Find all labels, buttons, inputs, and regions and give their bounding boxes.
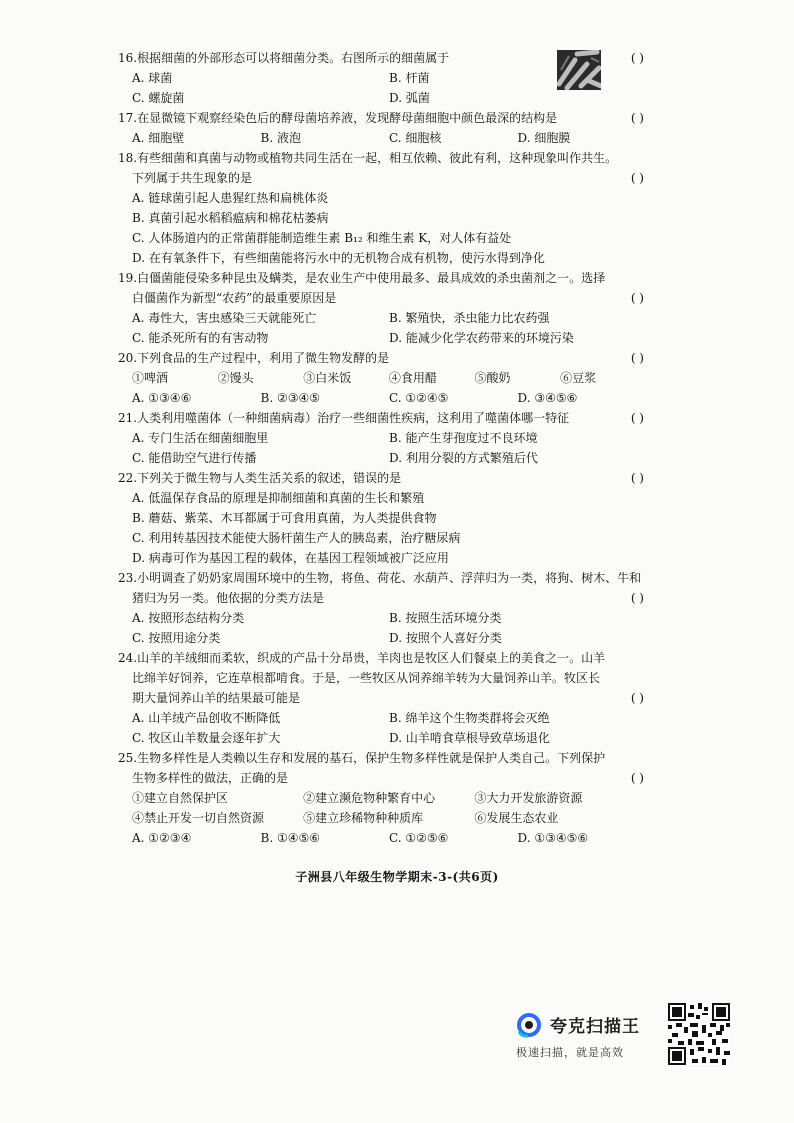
option-b: B. 真菌引起水稻稻瘟病和棉花枯萎病 — [132, 211, 329, 225]
question-text: 在显微镜下观察经染色后的酵母菌培养液，发现酵母菌细胞中颜色最深的结构是 — [137, 111, 558, 125]
option-b: B. 杆菌 — [389, 71, 430, 85]
option-a: A. 低温保存食品的原理是抑制细菌和真菌的生长和繁殖 — [132, 491, 425, 505]
question-number: 21. — [118, 411, 138, 425]
option-c: C. 细胞核 — [389, 131, 442, 145]
answer-bracket: ( ) — [630, 411, 644, 425]
option-d: D. 细胞膜 — [517, 131, 571, 145]
watermark-title: 夸克扫描王 — [550, 1017, 640, 1037]
question-stem — [118, 288, 646, 308]
option-b: B. 蘑菇、紫菜、木耳都属于可食用真菌，为人类提供食物 — [132, 511, 437, 525]
page-footer: 子洲县八年级生物学期末-3-(共6页) — [295, 870, 499, 884]
option-c: C. 利用转基因技术能使大肠杆菌生产人的胰岛素，治疗糖尿病 — [132, 531, 461, 545]
option-list — [118, 608, 646, 648]
question-text: 下列属于共生现象的是 — [132, 171, 253, 185]
question-list — [118, 48, 646, 848]
question-stem — [118, 748, 646, 768]
option-a: A. 山羊绒产品创收不断降低 — [132, 711, 281, 725]
question-text: 人类利用噬菌体（一种细菌病毒）治疗一些细菌性疾病，这利用了噬菌体哪一特征 — [137, 411, 570, 425]
question-text: 下列关于微生物与人类生活关系的叙述，错误的是 — [137, 471, 402, 485]
list-item: ①建立自然保护区 — [132, 791, 229, 805]
option-a: A. 按照形态结构分类 — [132, 611, 245, 625]
question-stem — [118, 668, 646, 688]
scanner-watermark — [514, 1010, 664, 1066]
option-a: A. 细胞壁 — [132, 131, 185, 145]
option-list — [118, 188, 646, 268]
list-item: ④食用醋 — [388, 371, 437, 385]
option-c: C. 能杀死所有的有害动物 — [132, 331, 269, 345]
question-number: 19. — [118, 271, 138, 285]
question-text: 生物多样性是人类赖以生存和发展的基石，保护生物多样性就是保护人类自己。下列保护 — [137, 751, 606, 765]
option-d: D. 病毒可作为基因工程的载体，在基因工程领域被广泛应用 — [132, 551, 449, 565]
option-list — [118, 388, 646, 408]
answer-bracket: ( ) — [630, 691, 644, 705]
question-24 — [118, 648, 646, 748]
answer-bracket: ( ) — [630, 471, 644, 485]
question-number: 16. — [118, 51, 138, 65]
option-list — [118, 308, 646, 348]
question-stem — [118, 408, 646, 428]
question-text: 猪归为另一类。他依据的分类方法是 — [132, 591, 325, 605]
question-number: 18. — [118, 151, 138, 165]
option-a: A. 链球菌引起人患猩红热和扁桃体炎 — [132, 191, 329, 205]
question-text: 山羊的羊绒细而柔软，织成的产品十分昂贵，羊肉也是牧区人们餐桌上的美食之一。山羊 — [137, 651, 606, 665]
option-b: B. 按照生活环境分类 — [389, 611, 502, 625]
question-18 — [118, 148, 646, 268]
question-stem — [118, 148, 646, 168]
option-c: C. 螺旋菌 — [132, 91, 185, 105]
list-item: ⑥豆浆 — [560, 371, 597, 385]
option-a: A. 专门生活在细菌细胞里 — [132, 431, 269, 445]
list-item: ②馒头 — [217, 371, 254, 385]
question-stem — [118, 568, 646, 588]
answer-bracket: ( ) — [630, 291, 644, 305]
question-number: 22. — [118, 471, 138, 485]
option-d: D. 按照个人喜好分类 — [389, 631, 502, 645]
question-number: 23. — [118, 571, 138, 585]
answer-bracket: ( ) — [630, 111, 644, 125]
question-text: 根据细菌的外部形态可以将细菌分类。右图所示的细菌属于 — [137, 51, 450, 65]
question-stem — [118, 348, 646, 368]
item-list — [118, 788, 646, 828]
item-list — [118, 368, 646, 388]
list-item: ①啤酒 — [132, 371, 169, 385]
option-d: D. 能减少化学农药带来的环境污染 — [389, 331, 574, 345]
option-a: A. ①②③④ — [132, 831, 192, 845]
question-stem — [118, 468, 646, 488]
question-16 — [118, 48, 646, 108]
option-b: B. 能产生芽孢度过不良环境 — [389, 431, 538, 445]
question-stem — [118, 588, 646, 608]
option-b: B. 液泡 — [260, 131, 301, 145]
question-text: 白僵菌作为新型“农药”的最重要原因是 — [132, 291, 337, 305]
question-stem — [118, 108, 646, 128]
option-list — [118, 828, 646, 848]
list-item: ⑥发展生态农业 — [474, 811, 559, 825]
option-d: D. 山羊啃食草根导致草场退化 — [389, 731, 550, 745]
list-item: ④禁止开发一切自然资源 — [132, 811, 265, 825]
list-item: ⑤酸奶 — [474, 371, 511, 385]
question-text: 生物多样性的做法，正确的是 — [132, 771, 289, 785]
option-a: A. 毒性大，害虫感染三天就能死亡 — [132, 311, 317, 325]
option-b: B. 繁殖快，杀虫能力比农药强 — [389, 311, 550, 325]
answer-bracket: ( ) — [630, 591, 644, 605]
list-item: ③白米饭 — [303, 371, 352, 385]
option-d: D. 弧菌 — [389, 91, 430, 105]
option-d: D. 利用分裂的方式繁殖后代 — [389, 451, 538, 465]
option-list — [118, 428, 646, 468]
question-text: 比绵羊好饲养，它连草根都啃食。于是，一些牧区从饲养绵羊转为大量饲养山羊。牧区长 — [132, 671, 601, 685]
scanner-logo-icon — [516, 1012, 542, 1038]
option-b: B. ①④⑤⑥ — [260, 831, 320, 845]
question-text: 白僵菌能侵染多种昆虫及螨类，是农业生产中使用最多、最具成效的杀虫菌剂之一。选择 — [137, 271, 606, 285]
option-list — [118, 708, 646, 748]
question-stem — [118, 268, 646, 288]
question-23 — [118, 568, 646, 648]
list-item: ②建立濒危物种繁育中心 — [303, 791, 436, 805]
question-number: 24. — [118, 651, 138, 665]
option-b: B. ②③④⑤ — [260, 391, 320, 405]
question-number: 17. — [118, 111, 138, 125]
option-c: C. ①②④⑤ — [389, 391, 449, 405]
option-list — [118, 128, 646, 148]
option-c: C. ①②⑤⑥ — [389, 831, 449, 845]
question-stem — [118, 168, 646, 188]
answer-bracket: ( ) — [630, 171, 644, 185]
option-a: A. 球菌 — [132, 71, 173, 85]
question-20 — [118, 348, 646, 408]
answer-bracket: ( ) — [630, 351, 644, 365]
option-list — [118, 488, 646, 568]
question-number: 20. — [118, 351, 138, 365]
option-d: D. ①③④⑤⑥ — [517, 831, 589, 845]
option-list — [118, 68, 646, 108]
option-a: A. ①③④⑥ — [132, 391, 192, 405]
answer-bracket: ( ) — [630, 51, 644, 65]
option-c: C. 牧区山羊数量会逐年扩大 — [132, 731, 281, 745]
question-19 — [118, 268, 646, 348]
question-stem — [118, 648, 646, 668]
question-25 — [118, 748, 646, 848]
option-c: C. 能借助空气进行传播 — [132, 451, 257, 465]
question-22 — [118, 468, 646, 568]
question-21 — [118, 408, 646, 468]
question-text: 小明调查了奶奶家周围环境中的生物，将鱼、荷花、水葫芦、浮萍归为一类，将狗、树木、牛和 — [137, 571, 642, 585]
list-item: ⑤建立珍稀物种种质库 — [303, 811, 424, 825]
option-d: D. ③④⑤⑥ — [517, 391, 578, 405]
answer-bracket: ( ) — [630, 771, 644, 785]
question-stem — [118, 768, 646, 788]
question-text: 期大量饲养山羊的结果最可能是 — [132, 691, 301, 705]
option-d: D. 在有氧条件下，有些细菌能将污水中的无机物合成有机物，使污水得到净化 — [132, 251, 545, 265]
question-text: 下列食品的生产过程中，利用了微生物发酵的是 — [137, 351, 390, 365]
list-item: ③大力开发旅游资源 — [474, 791, 583, 805]
question-text: 有些细菌和真菌与动物或植物共同生活在一起，相互依赖、彼此有利，这种现象叫作共生。 — [137, 151, 618, 165]
option-c: C. 按照用途分类 — [132, 631, 221, 645]
question-stem — [118, 688, 646, 708]
qr-code-icon — [668, 1003, 730, 1065]
question-number: 25. — [118, 751, 138, 765]
option-b: B. 绵羊这个生物类群将会灭绝 — [389, 711, 550, 725]
option-c: C. 人体肠道内的正常菌群能制造维生素 B₁₂ 和维生素 K，对人体有益处 — [132, 231, 512, 245]
question-stem — [118, 48, 646, 68]
question-17 — [118, 108, 646, 148]
watermark-subtitle: 极速扫描，就是高效 — [516, 1046, 624, 1059]
